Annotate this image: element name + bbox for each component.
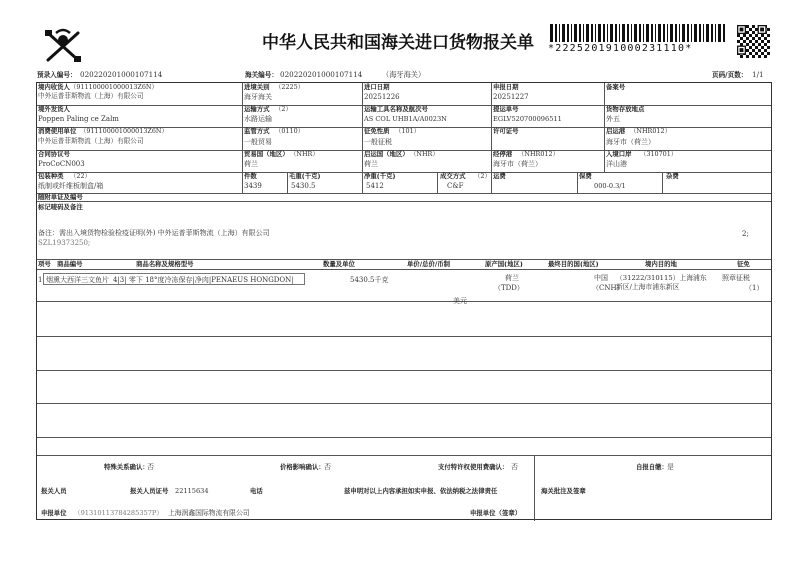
goods-item-levy: 照章征税	[722, 274, 750, 282]
trade-country-value: 荷兰	[244, 160, 258, 168]
goods-item-spec: 4|3| 零下 18°度冷冻保存|净肉|PENAEUS HONGDON|	[113, 276, 294, 284]
pieces-value: 3439	[244, 182, 262, 190]
barcode-bar	[718, 24, 721, 42]
barcode-bar	[699, 24, 701, 42]
special-label: 特殊关系确认：	[104, 463, 149, 471]
deal-code: （2）	[474, 172, 491, 180]
user-code: （911100001000013Z6N）	[80, 127, 168, 135]
goods-item-no: 1	[38, 276, 43, 284]
barcode-bar	[598, 24, 601, 42]
customs-number: 020220201000107114	[280, 70, 363, 79]
qr-module	[764, 49, 767, 52]
barcode-bar	[591, 24, 593, 42]
goods-item-origin: 荷兰	[505, 274, 519, 282]
qr-module	[752, 43, 755, 46]
qr-module	[749, 28, 752, 31]
barcode-text: *222520191000231110*	[548, 43, 693, 54]
barcode-bar	[634, 24, 637, 42]
self-label: 自报自缴：	[636, 463, 668, 471]
supervision-value: 一般贸易	[244, 138, 272, 146]
barcode-bar	[723, 24, 725, 42]
barcode-bar	[679, 24, 680, 42]
barcode-bar	[670, 24, 673, 42]
remarks-text: 备注：需出入境货物检验检疫证明(外) 中外运普菲斯物流（上海）有限公司	[38, 229, 270, 237]
import-date-label: 进口日期	[364, 83, 390, 91]
qr-module	[752, 55, 755, 58]
barcode-bar	[667, 24, 668, 42]
qr-module	[761, 34, 764, 37]
import-date-value: 20251226	[364, 93, 400, 101]
levy-code: （101）	[395, 127, 420, 135]
gross-label: 毛重(千克)	[289, 172, 321, 180]
barcode-bar	[703, 24, 704, 42]
goods-item-origin-code: （TDD）	[494, 284, 524, 292]
user-name: 中外运普菲斯物流（上海）有限公司	[38, 137, 144, 145]
royalty-label: 支付特许权使用费确认：	[438, 463, 509, 471]
qr-module	[737, 34, 740, 37]
customs-name: （海牙海关）	[382, 70, 426, 79]
barcode-bar	[663, 24, 665, 42]
supervision-label: 监管方式	[244, 127, 270, 135]
qr-module	[746, 31, 749, 34]
qr-module	[752, 37, 755, 40]
consignee-name: 中外运普菲斯物流（上海）有限公司	[38, 92, 144, 100]
barcode-bar	[559, 24, 560, 42]
qr-module	[767, 28, 770, 31]
misc-label: 杂费	[666, 172, 679, 180]
bl-label: 提运单号	[493, 105, 519, 113]
qr-finder	[740, 48, 744, 52]
entry-customs-code: （2225）	[275, 83, 305, 91]
qr-module	[761, 52, 764, 55]
goods-item-levy-code: （1）	[745, 284, 764, 292]
goods-item-name: 烟熏大西洋三文鱼片	[46, 276, 109, 284]
marks-label: 标记唛码及备注	[38, 203, 83, 211]
barcode-bar	[603, 24, 605, 42]
goods-name-box	[43, 273, 305, 285]
approval-label: 海关批注及签章	[541, 487, 586, 495]
qr-module	[764, 55, 767, 58]
qr-module	[752, 49, 755, 52]
pieces-label: 件数	[244, 172, 257, 180]
entry-port-label: 入境口岸	[606, 150, 632, 158]
goods-levy-header: 征免	[737, 260, 750, 268]
goods-item-domestic: （31222/310115）上海浦东新区/上海市浦东新区	[616, 274, 707, 291]
barcode-bar	[555, 24, 557, 42]
qr-module	[758, 49, 761, 52]
barcode-bar	[615, 24, 617, 42]
qr-module	[749, 52, 752, 55]
deal-value: C&F	[447, 182, 464, 190]
package-label: 包装种类	[38, 172, 64, 180]
barcode-bar	[550, 24, 553, 42]
depart-port-code: （NHR012）	[630, 127, 671, 135]
barcode-bar	[646, 24, 649, 42]
entry-customs-value: 海牙海关	[244, 93, 272, 101]
qr-code-icon	[737, 25, 770, 58]
qr-module	[767, 34, 770, 37]
shipper-value: Poppen Paling ce Zalm	[38, 115, 119, 123]
customs-emblem-icon	[40, 27, 86, 65]
filing-label: 备案号	[606, 83, 626, 91]
qr-module	[758, 37, 761, 40]
goods-dest-header: 最终目的国(地区)	[548, 260, 599, 268]
customs-no-label: 海关编号：	[245, 71, 278, 79]
barcode-bar	[706, 24, 709, 42]
depart-port-label: 启运港	[606, 127, 626, 135]
qr-module	[740, 43, 743, 46]
barcode-bar	[571, 24, 572, 42]
self-value: 是	[667, 463, 674, 471]
royalty-value: 否	[511, 463, 518, 471]
qr-module	[755, 34, 758, 37]
license-label: 许可证号	[493, 127, 519, 135]
net-label: 净重(千克)	[364, 172, 396, 180]
qr-module	[743, 40, 746, 43]
package-value: 纸制或纤维板制盒/箱	[38, 182, 104, 190]
goods-code-header: 商品编号	[57, 260, 83, 268]
entry-customs-label: 进境关别	[244, 83, 270, 91]
goods-item-currency: 美元	[453, 297, 467, 305]
barcode-bar	[675, 24, 677, 42]
contract-value: ProCoCN003	[38, 160, 85, 168]
barcode-bar	[694, 24, 697, 42]
price-label: 价格影响确认：	[280, 463, 325, 471]
levy-value: 一般征税	[364, 138, 392, 146]
barcode-bar	[619, 24, 620, 42]
remarks-code: SZL19373250;	[38, 239, 91, 247]
trade-country-label: 贸易国（地区）	[244, 150, 289, 158]
qr-module	[758, 55, 761, 58]
shipper-label: 境外发货人	[38, 105, 70, 113]
docs-label: 随附单证及编号	[38, 193, 83, 201]
page-label: 页码/页数：	[712, 71, 748, 79]
qr-module	[743, 34, 746, 37]
levy-label: 征免性质	[364, 127, 390, 135]
special-value: 否	[147, 463, 154, 471]
cert-label: 报关人员证号	[130, 487, 169, 495]
barcode-bar	[655, 24, 656, 42]
declarant-label: 报关人员	[41, 487, 67, 495]
cert-value: 22115634	[175, 487, 209, 495]
qr-module	[752, 25, 755, 28]
qr-module	[755, 46, 758, 49]
barcode-bar	[643, 24, 644, 42]
insurance-value: 000-0.3/1	[594, 182, 626, 190]
consignee-label: 境内收货人	[38, 83, 70, 91]
barcode-bar	[682, 24, 685, 42]
qr-finder	[740, 28, 744, 32]
goods-origin-header: 原产国(地区)	[485, 260, 523, 268]
page-value: 1/1	[752, 70, 764, 79]
transport-mode-code: （2）	[275, 105, 292, 113]
barcode-bar	[651, 24, 653, 42]
contract-label: 合同协议号	[38, 150, 70, 158]
qr-module	[746, 25, 749, 28]
trade-country-code: （NHR）	[290, 150, 319, 158]
qr-module	[767, 46, 770, 49]
statement-text: 兹申明对以上内容承担如实申报、依法纳税之法律责任	[344, 487, 498, 495]
barcode-bar	[610, 24, 613, 42]
package-code: （22）	[70, 172, 91, 180]
transport-mode-value: 水路运输	[244, 115, 272, 123]
barcode-bar	[658, 24, 661, 42]
declarer-code: （91310113784285357P）	[74, 509, 163, 517]
goods-price-header: 单价/总价/币制	[407, 260, 451, 268]
bl-value: EGLV520700096511	[493, 115, 562, 123]
storage-label: 货物存放地点	[606, 105, 645, 113]
pre-entry-label: 预录入编号：	[37, 71, 77, 79]
depart-port-value: 海牙市（荷兰）	[606, 138, 655, 146]
declaration-form	[36, 82, 772, 520]
barcode-bar	[595, 24, 596, 42]
entry-port-value: 洋山港	[606, 160, 627, 168]
vessel-value: AS COL UHB1A/A0023N	[364, 115, 447, 123]
barcode-bar	[627, 24, 629, 42]
transit-port-value: 海牙市（荷兰）	[493, 160, 542, 168]
origin-country-code: （NHR）	[410, 150, 439, 158]
goods-no-header: 项号	[38, 260, 51, 268]
barcode-bar	[691, 24, 692, 42]
gross-value: 5430.5	[291, 182, 316, 190]
declarer-name: 上海润鑫国际物流有限公司	[168, 509, 250, 517]
barcode-bar	[574, 24, 577, 42]
pre-entry-number: 020220201000107114	[80, 70, 163, 79]
deal-label: 成交方式	[440, 172, 466, 180]
barcode-bar	[567, 24, 569, 42]
supervision-code: （0110）	[275, 127, 305, 135]
declare-date-label: 申报日期	[493, 83, 519, 91]
storage-value: 外五	[606, 115, 620, 123]
qr-module	[746, 43, 749, 46]
qr-module	[740, 37, 743, 40]
goods-item-dest: 中国	[594, 274, 608, 282]
qr-module	[767, 40, 770, 43]
qr-module	[749, 40, 752, 43]
goods-domestic-header: 境内目的地	[645, 260, 677, 268]
barcode-bar	[711, 24, 713, 42]
barcode-bar	[579, 24, 581, 42]
goods-qty-header: 数量及单位	[323, 260, 355, 268]
barcode-bar	[631, 24, 632, 42]
qr-module	[749, 34, 752, 37]
declarer-label: 申报单位	[41, 509, 67, 517]
barcode-bar	[622, 24, 625, 42]
vessel-label: 运输工具名称及航次号	[364, 105, 428, 113]
qr-module	[752, 31, 755, 34]
qr-module	[746, 37, 749, 40]
qr-module	[740, 55, 743, 58]
freight-label: 运费	[493, 172, 506, 180]
qr-module	[746, 55, 749, 58]
origin-country-value: 荷兰	[364, 160, 378, 168]
goods-item-dest-code: （CNH）	[592, 284, 624, 292]
qr-module	[764, 43, 767, 46]
phone-label: 电话	[250, 487, 263, 495]
qr-module	[761, 46, 764, 49]
insurance-label: 保费	[579, 172, 592, 180]
barcode-bar	[639, 24, 641, 42]
barcode-bar	[583, 24, 584, 42]
entry-port-code: （310701）	[640, 150, 678, 158]
qr-module	[746, 49, 749, 52]
qr-module	[755, 40, 758, 43]
origin-country-label: 启运国（地区）	[364, 150, 409, 158]
qr-module	[767, 52, 770, 55]
remarks-right: 2;	[742, 230, 749, 238]
user-label: 消费使用单位	[38, 127, 77, 135]
qr-module	[761, 40, 764, 43]
barcode-bar	[586, 24, 589, 42]
qr-finder	[760, 28, 764, 32]
goods-item-qty: 5430.5千克	[350, 276, 389, 284]
transport-mode-label: 运输方式	[244, 105, 270, 113]
barcode-bar	[607, 24, 608, 42]
net-value: 5412	[366, 182, 384, 190]
barcode-bar	[562, 24, 565, 42]
consignee-code: （911100001000013Z6N）	[70, 83, 158, 91]
qr-module	[755, 28, 758, 31]
goods-name-header: 商品名称及规格型号	[136, 260, 194, 268]
document-title: 中华人民共和国海关进口货物报关单	[262, 33, 534, 53]
qr-module	[749, 46, 752, 49]
qr-module	[758, 43, 761, 46]
barcode-bar	[687, 24, 689, 42]
barcode-bar	[715, 24, 716, 42]
qr-module	[737, 40, 740, 43]
qr-module	[755, 52, 758, 55]
declare-date-value: 20251227	[493, 93, 529, 101]
transit-port-label: 经停港	[493, 150, 513, 158]
qr-module	[764, 37, 767, 40]
transit-port-code: （NHR012）	[518, 150, 559, 158]
price-value: 否	[324, 463, 331, 471]
stamp-label: 申报单位（签章）	[470, 509, 522, 517]
